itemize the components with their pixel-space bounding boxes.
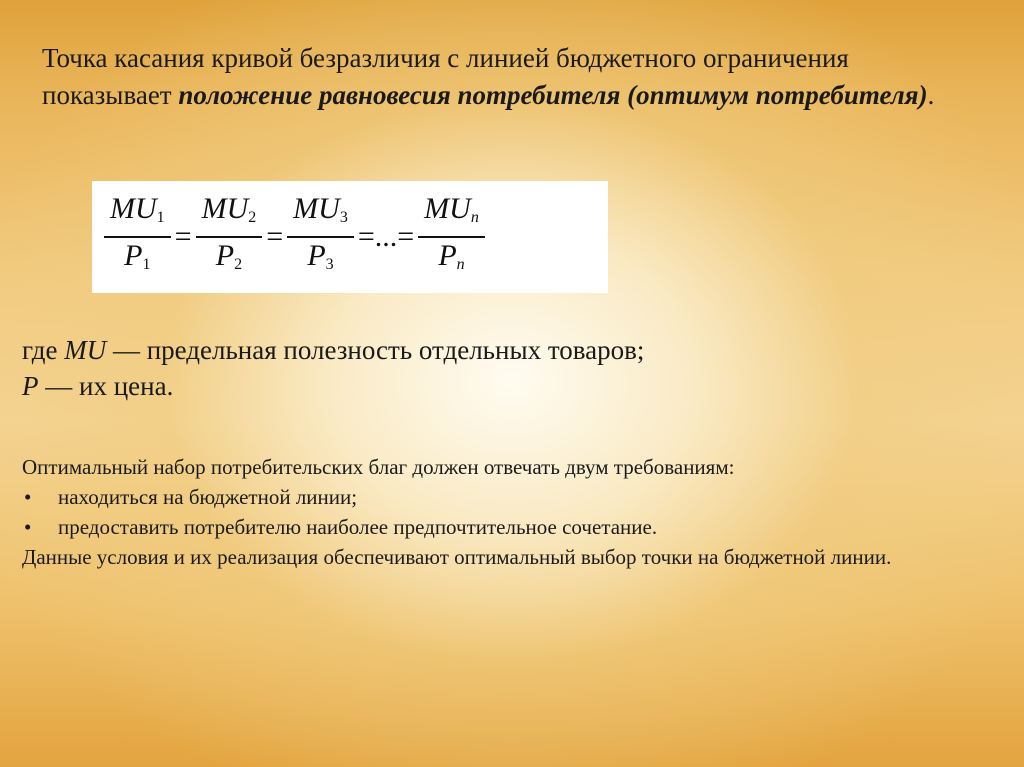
fraction-3-numerator: MU	[293, 192, 340, 225]
equals-sign-1: =	[174, 220, 192, 253]
fraction-1-denominator-index: 1	[142, 256, 151, 273]
fraction-2	[196, 191, 263, 283]
fraction-n-denominator-index: n	[456, 256, 465, 273]
definition-p: P — их цена.	[22, 371, 174, 401]
intro-paragraph	[42, 40, 972, 114]
fraction-3-numerator-index: 3	[339, 209, 348, 226]
definitions	[22, 332, 644, 404]
requirements-conclusion: Данные условия и их реализация обеспечивают оптимальный выбор точки на бюджетной линии.	[22, 545, 892, 569]
fraction-2-numerator: MU	[201, 192, 249, 225]
intro-emphasis: положение равновесия потребителя (оптимум потребителя)	[178, 80, 928, 110]
symbol-mu: MU	[64, 335, 107, 365]
fraction-1-denominator: P	[124, 239, 143, 272]
fraction-2-denominator-index: 2	[234, 256, 243, 273]
fraction-2-numerator-index: 2	[248, 209, 257, 226]
bullet-icon: •	[24, 485, 32, 509]
fraction-2-denominator: P	[215, 239, 235, 272]
list-item	[22, 482, 1002, 512]
intro-period: .	[927, 80, 935, 110]
fraction-3-denominator-index: 3	[325, 256, 334, 273]
fraction-n-numerator-index: n	[470, 209, 479, 226]
fraction-n-numerator: MU	[424, 192, 471, 225]
requirements-lead: Оптимальный набор потребительских благ должен отвечать двум требованиям:	[22, 455, 735, 479]
fraction-1-numerator-index: 1	[156, 209, 165, 226]
equals-ellipsis: =...=	[357, 220, 415, 253]
symbol-p: P	[22, 371, 39, 401]
fraction-1	[104, 191, 171, 283]
list-item	[22, 512, 1002, 542]
equals-sign-2: =	[266, 220, 284, 253]
list-item-text: предоставить потребителю наиболее предпочтительное сочетание.	[58, 515, 658, 539]
fraction-3	[287, 191, 354, 283]
fraction-n-denominator: P	[438, 239, 457, 272]
definition-mu: где MU — предельная полезность отдельных товаров;	[22, 335, 645, 365]
fraction-1-numerator: MU	[110, 192, 157, 225]
fraction-3-denominator: P	[307, 239, 326, 272]
bullet-icon: •	[24, 515, 32, 539]
fraction-n	[418, 191, 485, 283]
requirements-block	[22, 452, 1002, 572]
formula-image	[92, 181, 608, 293]
list-item-text: находиться на бюджетной линии;	[58, 485, 358, 509]
intro-text: Точка касания кривой безразличия с линией бюджетного ограничения показывает	[42, 43, 849, 110]
